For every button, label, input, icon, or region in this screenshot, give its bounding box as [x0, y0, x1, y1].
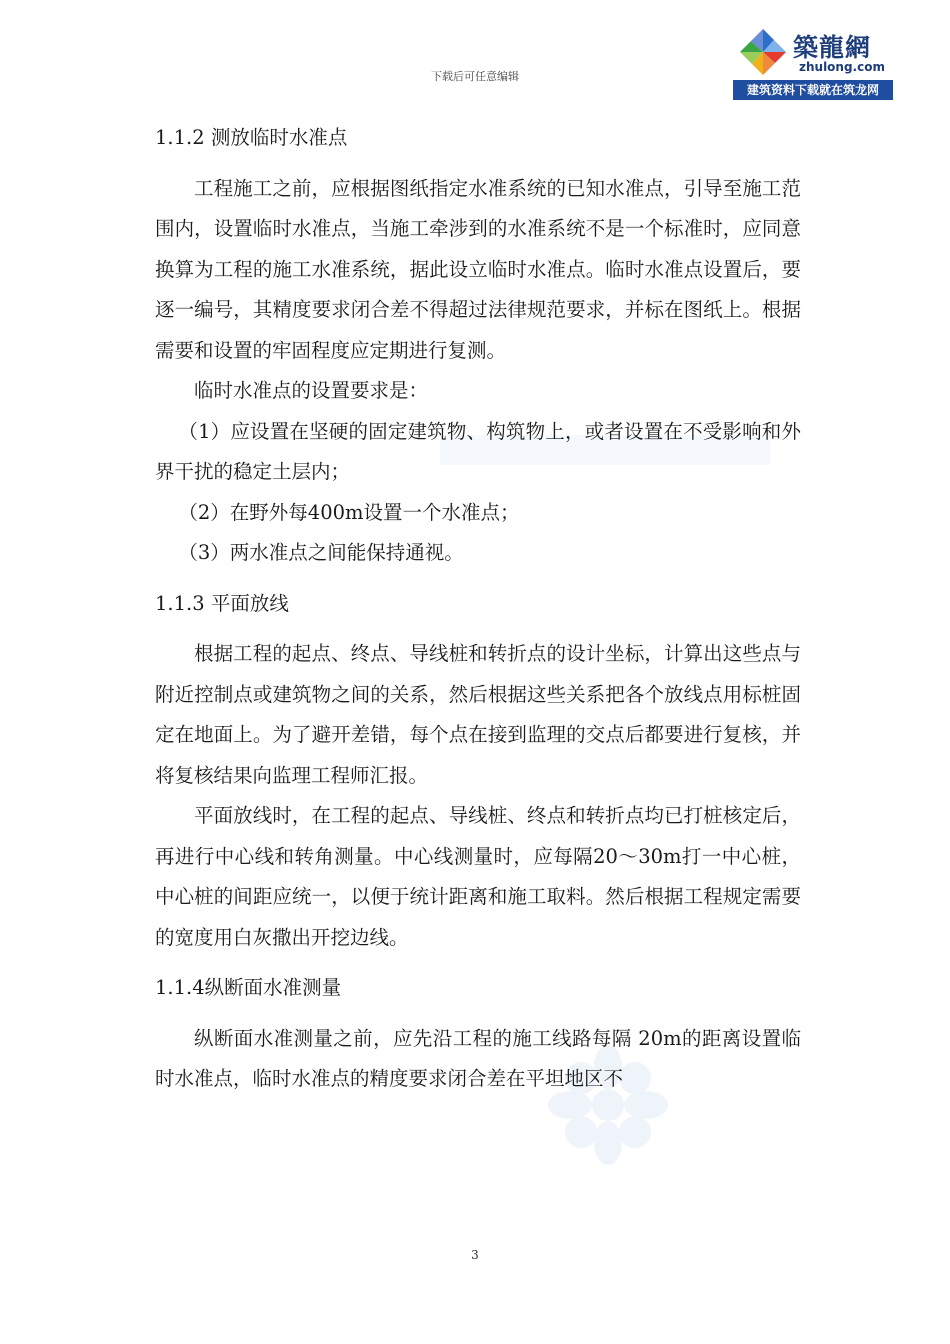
document-body: [155, 118, 801, 1100]
paragraph: 临时水准点的设置要求是：: [194, 379, 429, 402]
logo-slogan: 建筑资料下载就在筑龙网: [733, 80, 893, 100]
paragraph: 工程施工之前，应根据图纸指定水准系统的已知水准点，引导至施工范围内，设置临时水准点，当施工牵涉到的水准系统不是一个标准时，应同意换算为工程的施工水准系统，据此设立临时水准点。临时水准点设置后，要逐一编号，其精度要求闭合差不得超过法律规范要求，并标在图纸上。根据需要和设置的牢固程度应定期进行复测。: [155, 176, 801, 362]
section-heading: 1.1.3 平面放线: [155, 591, 289, 615]
page-number: 3: [471, 1248, 479, 1262]
section-heading: 1.1.2 测放临时水准点: [155, 126, 348, 149]
paragraph: 平面放线时，在工程的起点、导线桩、终点和转折点均已打桩核定后， 再进行中心线和转角测量。中心线测量时，应每隔20～30m打一中心桩，中心桩的间距应统一，以便于统计距离和施工取料。然后根据工程规定需要的宽度用白灰撒出开挖边线。: [155, 804, 801, 949]
logo-top: [733, 22, 893, 78]
header-note: 下载后可任意编辑: [431, 70, 519, 83]
list-item: （3）两水准点之间能保持通视。: [178, 541, 464, 564]
list-item: （1）应设置在坚硬的固定建筑物、构筑物上，或者设置在不受影响和外界干扰的稳定土层内；: [155, 419, 801, 483]
pinwheel-logo-icon: [737, 26, 789, 78]
paragraph: 根据工程的起点、终点、导线桩和转折点的设计坐标，计算出这些点与附近控制点或建筑物之间的关系，然后根据这些关系把各个放线点用标桩固定在地面上。为了避开差错，每个点在接到监理的交点后都要进行复核，并将复核结果向监理工程师汇报。: [155, 642, 801, 787]
paragraph: 纵断面水准测量之前，应先沿工程的施工线路每隔 20m的距离设置临时水准点，临时水准点的精度要求闭合差在平坦地区不: [155, 1026, 801, 1090]
logo-name: 築龍網: [793, 33, 872, 62]
list-item: （2）在野外每400m设置一个水准点；: [178, 500, 520, 524]
section-heading: 1.1.4纵断面水准测量: [155, 976, 342, 999]
zhulong-logo[interactable]: [733, 22, 893, 100]
logo-site: zhulong.com: [799, 60, 885, 74]
